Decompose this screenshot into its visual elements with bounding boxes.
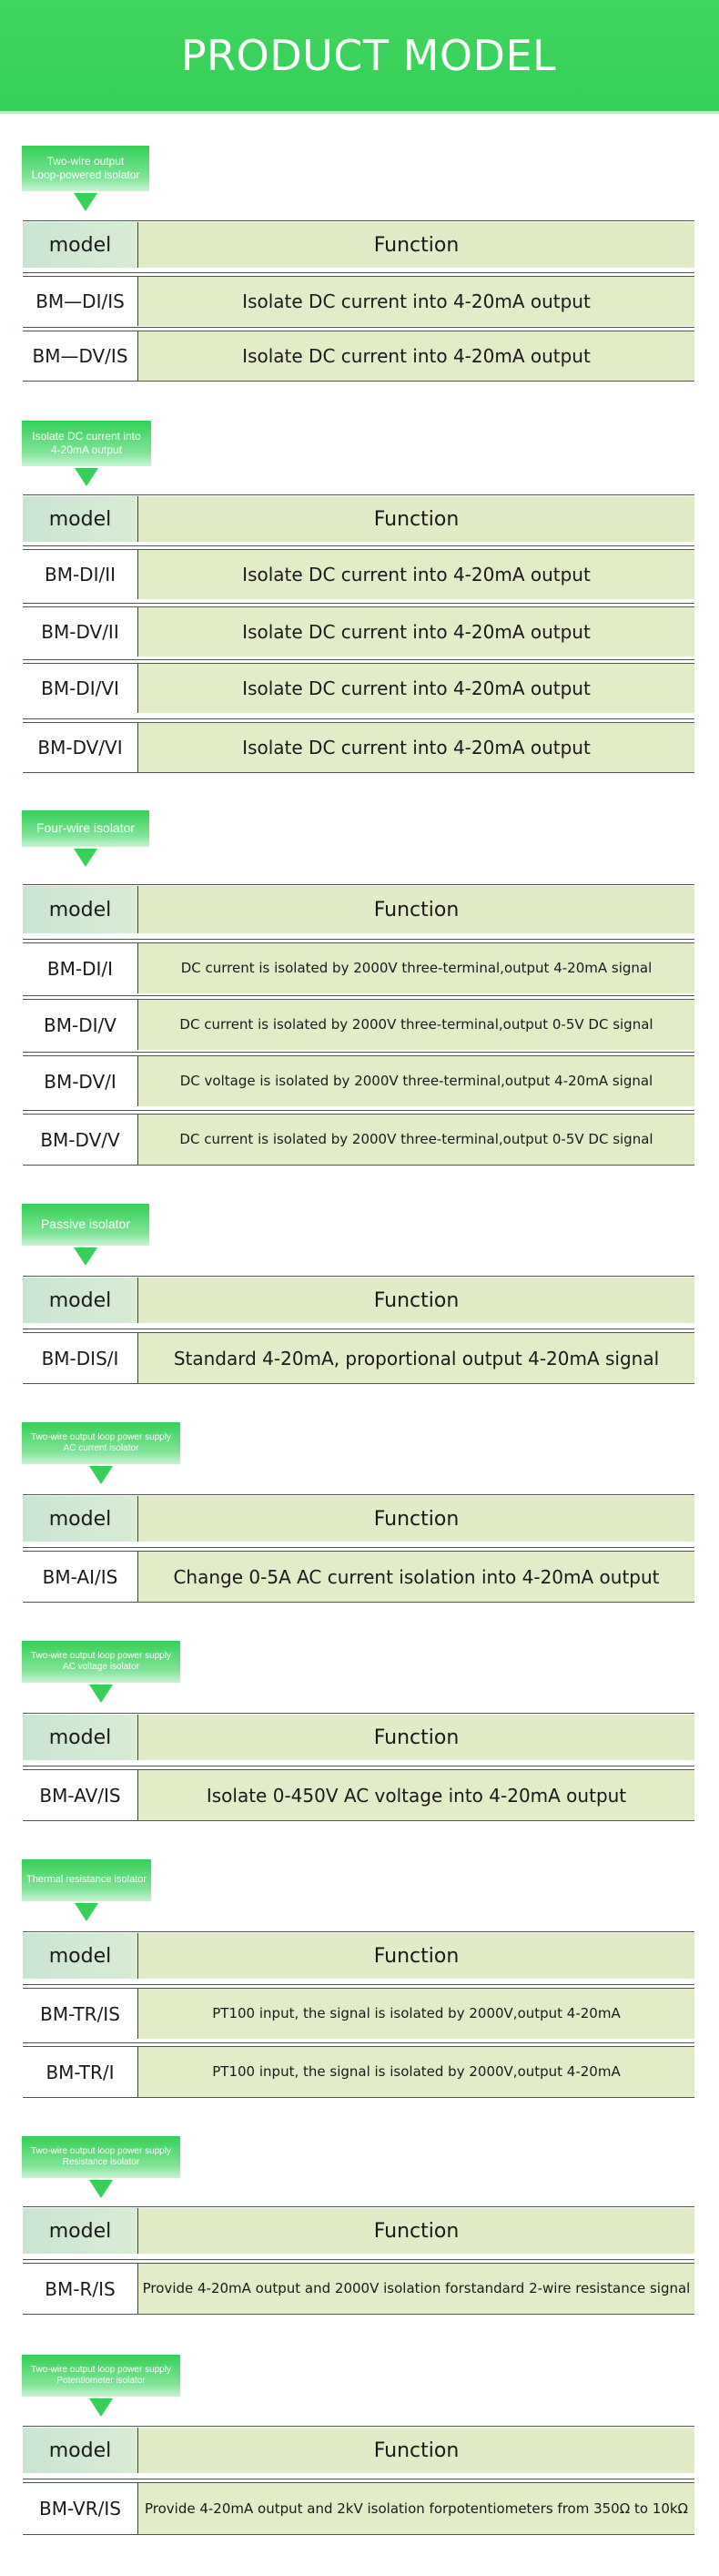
model-cell: BM-DV/VI <box>23 723 138 772</box>
table-divider <box>23 1165 694 1166</box>
function-text: DC voltage is isolated by 2000V three-terminal, <box>179 1073 505 1090</box>
category-tag-line: Passive isolator <box>40 1217 131 1232</box>
table-row <box>23 2483 694 2534</box>
page-title: PRODUCT MODEL <box>180 31 557 80</box>
table-divider <box>23 2259 694 2260</box>
category-tag <box>22 146 149 191</box>
down-arrow-icon <box>89 2398 113 2417</box>
function-text: Isolate DC current into 4-20mA output <box>242 677 591 699</box>
category-tag-line: Two-wire output loop power supply <box>31 1431 171 1442</box>
function-text: output 4-20mA <box>517 2063 621 2081</box>
column-header-function: Function <box>138 1278 694 1323</box>
model-cell: BM-DV/V <box>23 1115 138 1165</box>
table-divider <box>23 2097 694 2098</box>
function-text: Provide 4-20mA output and 2kV isolation for <box>144 2500 449 2517</box>
model-cell: BM-DI/VI <box>23 664 138 713</box>
category-tag <box>22 1204 149 1246</box>
model-cell: BM-DV/II <box>23 607 138 657</box>
category-tag-line: Potentiometer isolator <box>56 2376 146 2386</box>
function-cell <box>138 550 694 599</box>
model-cell: BM-TR/I <box>23 2047 138 2097</box>
category-tag-line: Isolate DC current into <box>32 430 141 443</box>
table-header-row <box>23 2208 694 2254</box>
function-text: Isolate DC current into 4-20mA output <box>242 564 591 585</box>
function-cell <box>138 723 694 772</box>
table-header-row <box>23 1496 694 1542</box>
category-tag <box>22 1859 151 1901</box>
table-header-row <box>23 1715 694 1760</box>
category-tag <box>22 1641 180 1683</box>
function-cell <box>138 2047 694 2097</box>
function-text: DC current is isolated by 2000V three-terminal, <box>180 960 504 977</box>
table-row <box>23 607 694 657</box>
function-cell <box>138 1989 694 2039</box>
category-tag-line: Two-wire output <box>46 155 125 168</box>
column-header-model: model <box>23 2428 138 2473</box>
function-text: output 4-20mA signal <box>503 960 653 977</box>
function-cell <box>138 2264 694 2314</box>
column-header-function: Function <box>138 2208 694 2254</box>
table-divider <box>23 1110 694 1111</box>
model-cell: BM-DI/V <box>23 1000 138 1050</box>
column-header-model: model <box>23 222 138 268</box>
table-divider <box>23 1602 694 1603</box>
table-divider <box>23 1547 694 1548</box>
table-row <box>23 723 694 772</box>
model-cell: BM-DI/II <box>23 550 138 599</box>
column-header-model: model <box>23 886 138 933</box>
category-tag <box>22 810 149 847</box>
function-cell <box>138 331 694 381</box>
table-row <box>23 664 694 713</box>
model-cell: BM-R/IS <box>23 2264 138 2314</box>
down-arrow-icon <box>75 468 98 486</box>
table-divider <box>23 2206 694 2207</box>
column-header-model: model <box>23 1496 138 1542</box>
table-header-row <box>23 1933 694 1979</box>
column-header-function: Function <box>138 496 694 542</box>
table-divider <box>23 1984 694 1985</box>
category-tag-line: Resistance isolator <box>62 2157 140 2167</box>
table-divider <box>23 939 694 940</box>
table-divider <box>23 1820 694 1821</box>
table-divider <box>23 545 694 546</box>
table-row <box>23 2047 694 2097</box>
function-text: output 4-20mA signal <box>504 1073 653 1090</box>
table-divider <box>23 1383 694 1384</box>
function-text: Standard 4-20mA, proportional output 4-20mA signal <box>173 1347 660 1369</box>
column-header-function: Function <box>138 886 694 933</box>
category-tag-line: Two-wire output loop power supply <box>31 2364 171 2375</box>
table-row <box>23 331 694 381</box>
table-divider <box>23 2314 694 2315</box>
table-divider <box>23 381 694 382</box>
table-divider <box>23 494 694 495</box>
function-text: PT100 input, the signal is isolated by 2000V, <box>212 2063 518 2081</box>
column-header-function: Function <box>138 2428 694 2473</box>
function-text: output 0-5V DC signal <box>502 1131 653 1148</box>
function-text: DC current is isolated by 2000V three-terminal, <box>179 1131 503 1148</box>
function-cell <box>138 664 694 713</box>
table-row <box>23 277 694 326</box>
category-tag-line: Two-wire output loop power supply <box>31 2145 171 2156</box>
model-cell: BM-AV/IS <box>23 1770 138 1820</box>
model-cell: BM-DIS/I <box>23 1333 138 1383</box>
function-cell <box>138 1000 694 1050</box>
function-cell <box>138 1056 694 1106</box>
function-text: DC current is isolated by 2000V three-terminal, <box>179 1016 503 1033</box>
table-header-row <box>23 2428 694 2473</box>
column-header-model: model <box>23 2208 138 2254</box>
table-divider <box>23 995 694 996</box>
table-header-row <box>23 496 694 542</box>
function-text: Isolate DC current into 4-20mA output <box>242 290 591 312</box>
category-tag-line: Two-wire output loop power supply <box>31 1650 171 1661</box>
model-cell: BM-VR/IS <box>23 2483 138 2534</box>
function-text: potentiometers from 350Ω to 10kΩ <box>448 2500 689 2517</box>
table-divider <box>23 772 694 773</box>
table-divider <box>23 1276 694 1277</box>
category-tag <box>22 1422 180 1464</box>
function-text: Change 0-5A AC current isolation into 4-20mA output <box>173 1565 660 1588</box>
column-header-model: model <box>23 1715 138 1760</box>
table-header-row <box>23 1278 694 1323</box>
table-row <box>23 550 694 599</box>
column-header-model: model <box>23 1933 138 1979</box>
table-header-row <box>23 886 694 933</box>
down-arrow-icon <box>89 2180 113 2198</box>
function-text: Isolate DC current into 4-20mA output <box>242 621 591 643</box>
model-cell: BM-TR/IS <box>23 1989 138 2039</box>
category-tag-line: 4-20mA output <box>50 443 123 456</box>
table-divider <box>23 1931 694 1932</box>
function-cell <box>138 1333 694 1383</box>
category-tag-line: AC current isolator <box>63 1443 139 1453</box>
table-divider <box>23 220 694 221</box>
table-divider <box>23 603 694 604</box>
table-row <box>23 1000 694 1050</box>
down-arrow-icon <box>89 1466 113 1484</box>
table-divider <box>23 1713 694 1714</box>
down-arrow-icon <box>74 1247 97 1266</box>
column-header-model: model <box>23 496 138 542</box>
down-arrow-icon <box>75 1903 98 1921</box>
page-header <box>0 0 719 114</box>
column-header-model: model <box>23 1278 138 1323</box>
table-divider <box>23 1494 694 1495</box>
function-cell <box>138 607 694 657</box>
table-header-row <box>23 222 694 268</box>
table-divider <box>23 1766 694 1767</box>
down-arrow-icon <box>74 849 97 867</box>
down-arrow-icon <box>74 193 97 211</box>
column-header-function: Function <box>138 1715 694 1760</box>
table-divider <box>23 2426 694 2427</box>
table-divider <box>23 2042 694 2043</box>
function-text: output 4-20mA <box>517 2005 621 2022</box>
function-cell <box>138 277 694 326</box>
table-row <box>23 1056 694 1106</box>
table-divider <box>23 2534 694 2535</box>
category-tag-line: AC voltage isolator <box>63 1662 139 1672</box>
table-row <box>23 943 694 993</box>
function-text: Isolate DC current into 4-20mA output <box>242 737 591 759</box>
table-row <box>23 1115 694 1165</box>
function-text: standard 2-wire resistance signal <box>463 2280 691 2297</box>
category-tag <box>22 421 151 466</box>
model-cell: BM—DV/IS <box>23 331 138 381</box>
category-tag-line: Four-wire isolator <box>35 820 136 836</box>
table-row <box>23 1333 694 1383</box>
function-text: output 0-5V DC signal <box>502 1016 653 1033</box>
function-text: PT100 input, the signal is isolated by 2000V, <box>212 2005 518 2022</box>
column-header-function: Function <box>138 1933 694 1979</box>
column-header-function: Function <box>138 1496 694 1542</box>
model-cell: BM-AI/IS <box>23 1552 138 1602</box>
function-cell <box>138 1770 694 1820</box>
table-row <box>23 2264 694 2314</box>
table-divider <box>23 272 694 273</box>
table-row <box>23 1989 694 2039</box>
column-header-function: Function <box>138 222 694 268</box>
table-row <box>23 1770 694 1820</box>
model-cell: BM—DI/IS <box>23 277 138 326</box>
table-divider <box>23 327 694 328</box>
table-divider <box>23 884 694 885</box>
model-cell: BM-DI/I <box>23 943 138 993</box>
function-text: Isolate 0-450V AC voltage into 4-20mA output <box>206 1784 627 1807</box>
function-cell <box>138 1552 694 1602</box>
down-arrow-icon <box>89 1685 113 1703</box>
category-tag-line: Loop-powered isolator <box>31 168 140 181</box>
function-text: Isolate DC current into 4-20mA output <box>242 345 591 367</box>
function-text: Provide 4-20mA output and 2000V isolation for <box>142 2280 464 2297</box>
table-divider <box>23 718 694 719</box>
category-tag <box>22 2136 180 2178</box>
table-row <box>23 1552 694 1602</box>
function-cell <box>138 2483 694 2534</box>
function-cell <box>138 1115 694 1165</box>
table-divider <box>23 659 694 660</box>
category-tag-line: Thermal resistance isolator <box>25 1874 147 1886</box>
table-divider <box>23 1052 694 1053</box>
model-cell: BM-DV/I <box>23 1056 138 1106</box>
function-cell <box>138 943 694 993</box>
category-tag <box>22 2355 180 2397</box>
